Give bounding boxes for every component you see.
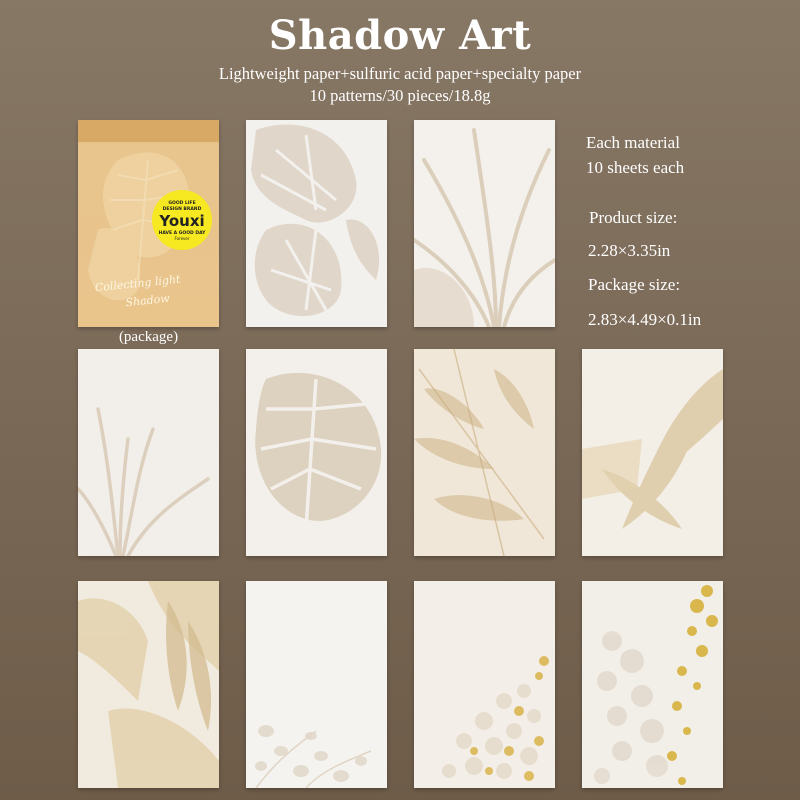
badge-mid-text: DESIGN BRAND [162, 207, 202, 212]
paper-sample-2 [414, 120, 555, 327]
paper-sample-7 [78, 581, 219, 788]
product-size-value: 2.28×3.35in [588, 241, 671, 260]
package-image [78, 120, 219, 327]
paper-sample-10 [582, 581, 723, 788]
paper-sample-3 [78, 349, 219, 556]
badge-brand-text: Youxi [159, 212, 205, 230]
package-label: (package) [118, 329, 179, 345]
paper-sample-4 [246, 349, 387, 556]
paper-sample-8 [246, 581, 387, 788]
badge-line-text: HAVE A GOOD DAY [158, 231, 206, 236]
material-line1: Each material [586, 133, 680, 152]
paper-sample-9 [414, 581, 555, 788]
package-size-label: Package size: [588, 275, 681, 294]
subtitle-patterns: 10 patterns/30 pieces/18.8g [309, 86, 491, 105]
package-size-value: 2.83×4.49×0.1in [588, 310, 702, 329]
product-size-label: Product size: [589, 208, 678, 227]
package-script-line1: Collecting light [94, 272, 182, 295]
package-script-line2: Shadow [124, 291, 171, 310]
material-line2: 10 sheets each [586, 158, 685, 177]
badge-bottom-text: Forever [174, 236, 190, 241]
badge-top-text: GOOD LIFE [168, 201, 196, 206]
paper-sample-1 [246, 120, 387, 327]
paper-sample-5 [414, 349, 555, 556]
subtitle-materials: Lightweight paper+sulfuric acid paper+specialty paper [218, 64, 582, 83]
package-illustration [78, 120, 219, 327]
page-title: Shadow Art [268, 12, 532, 59]
paper-sample-6 [582, 349, 723, 556]
